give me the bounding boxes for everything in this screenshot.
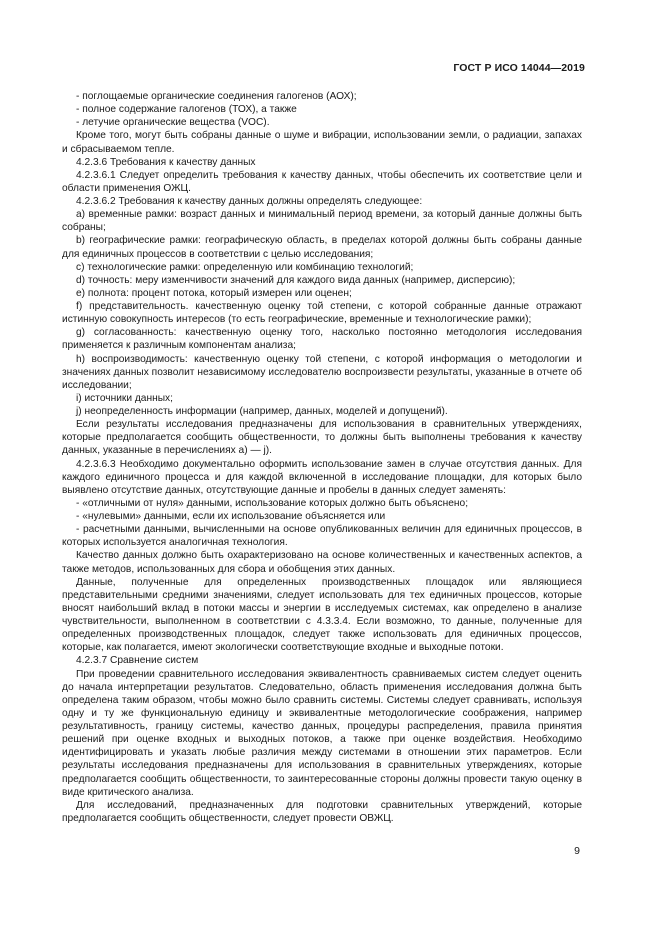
list-item: - «нулевыми» данными, если их использование объясняется или: [76, 511, 386, 522]
list-item: d) точность: меру изменчивости значений для каждого вида данных (например, дисперсию);: [76, 274, 516, 286]
paragraph: Данные, полученные для определенных производственных площадок или являющиеся представительными средними значениями, следует использовать для тех единичных процессов, которые вносят наибольший вклад в потоки массы и энергии в исследуемых системах, как определено в анализе чувствительности, выполненном в соответствии с 4.3.3.4. Если возможно, то данные, полученные для определенных производственных площадок, следует также использовать для единичных процессов, которые, как полагается, имеют экологически соответствующие входные и выходные потоки.: [62, 576, 582, 654]
section-heading: 4.2.3.6 Требования к качеству данных: [76, 156, 256, 168]
section-heading: 4.2.3.7 Сравнение систем: [76, 655, 199, 667]
paragraph: При проведении сравнительного исследования эквивалентность сравниваемых систем следует оценить до начала интерпретации результатов. Следовательно, область применения исследования должна быть определена таким образом, чтобы можно было сравнить системы. Системы следует сравнивать, используя одну и ту же функциональную единицу и эквивалентные методологические соображения, например результативность, границу системы, качество данных, процедуры распределения, правила принятия решений при оценке входных и выходных потоков, а также при оценке воздействия. Необходимо идентифицировать и указать любые различия между системами в отношении этих параметров. Если результаты исследования предназначены для использования в сравнительных утверждениях, которые предполагается сообщить общественности, то заинтересованные стороны должны провести такую оценку в виде критического анализа.: [62, 668, 582, 798]
paragraph: Качество данных должно быть охарактеризовано на основе количественных и качественных аспектов, а также методов, использованных для сбора и обобщения этих данных.: [62, 550, 582, 575]
list-item: e) полнота: процент потока, который измерен или оценен;: [76, 287, 352, 299]
page-number: 9: [574, 845, 580, 857]
paragraph: 4.2.3.6.1 Следует определить требования к качеству данных, чтобы обеспечить их соответствие цели и области применения ОЖЦ.: [62, 169, 582, 194]
list-item: - «отличными от нуля» данными, использование которых должно быть объяснено;: [76, 497, 469, 509]
paragraph: 4.2.3.6.3 Необходимо документально оформить использование замен в случае отсутствия данных. Для каждого единичного процесса и для каждой включенной в исследование площадки, для которых было выявлено отсутствие данных, отсутствующие данные и пробелы в данных следует заменять:: [62, 458, 582, 496]
document-standard-id: ГОСТ Р ИСО 14044—2019: [453, 62, 585, 74]
paragraph: Если результаты исследования предназначены для использования в сравнительных утверждениях, которые предполагается сообщить общественности, то должны быть выполнены требования к качеству данных, указанные в перечислениях а) — j).: [62, 419, 582, 457]
list-item: g) согласованность: качественную оценку того, насколько постоянно методология исследования применяется к различным компонентам анализа;: [62, 327, 582, 352]
list-item: i) источники данных;: [76, 392, 173, 404]
list-item: f) представительность. качественную оценку той степени, с которой собранные данные отражают истинную совокупность интересов (то есть географические, временные и технологические рамки);: [62, 301, 582, 326]
list-item: h) воспроизводимость: качественную оценку той степени, с которой информация о методологии и значениях данных позволит независимому исследователю воспроизвести результаты, указанные в отчете об исследовании;: [62, 353, 582, 391]
paragraph: Для исследований, предназначенных для подготовки сравнительных утверждений, которые предполагается сообщить общественности, следует провести ОВЖЦ.: [62, 799, 582, 824]
list-item: b) географические рамки: географическую область, в пределах которой должны быть собраны данные для единичных процессов в соответствии с целью исследования;: [62, 235, 582, 260]
list-item: c) технологические рамки: определенную или комбинацию технологий;: [76, 261, 414, 273]
list-item: - расчетными данными, вычисленными на основе опубликованных величин для единичных процессов, в которых используется аналогичная технология.: [62, 524, 582, 549]
list-item: - летучие органические вещества (VOC).: [76, 117, 270, 129]
paragraph: 4.2.3.6.2 Требования к качеству данных должны определять следующее:: [76, 196, 423, 207]
document-body: [62, 90, 582, 825]
list-item: a) временные рамки: возраст данных и минимальный период времени, за который данные должны быть собраны;: [62, 209, 582, 234]
list-item: - поглощаемые органические соединения галогенов (АОХ);: [76, 91, 357, 102]
list-item: - полное содержание галогенов (ТОХ), а также: [76, 104, 297, 116]
list-item: j) неопределенность информации (например, данных, моделей и допущений).: [76, 406, 448, 417]
paragraph: Кроме того, могут быть собраны данные о шуме и вибрации, использовании земли, о радиации, запахах и сбрасываемом тепле.: [62, 130, 582, 155]
